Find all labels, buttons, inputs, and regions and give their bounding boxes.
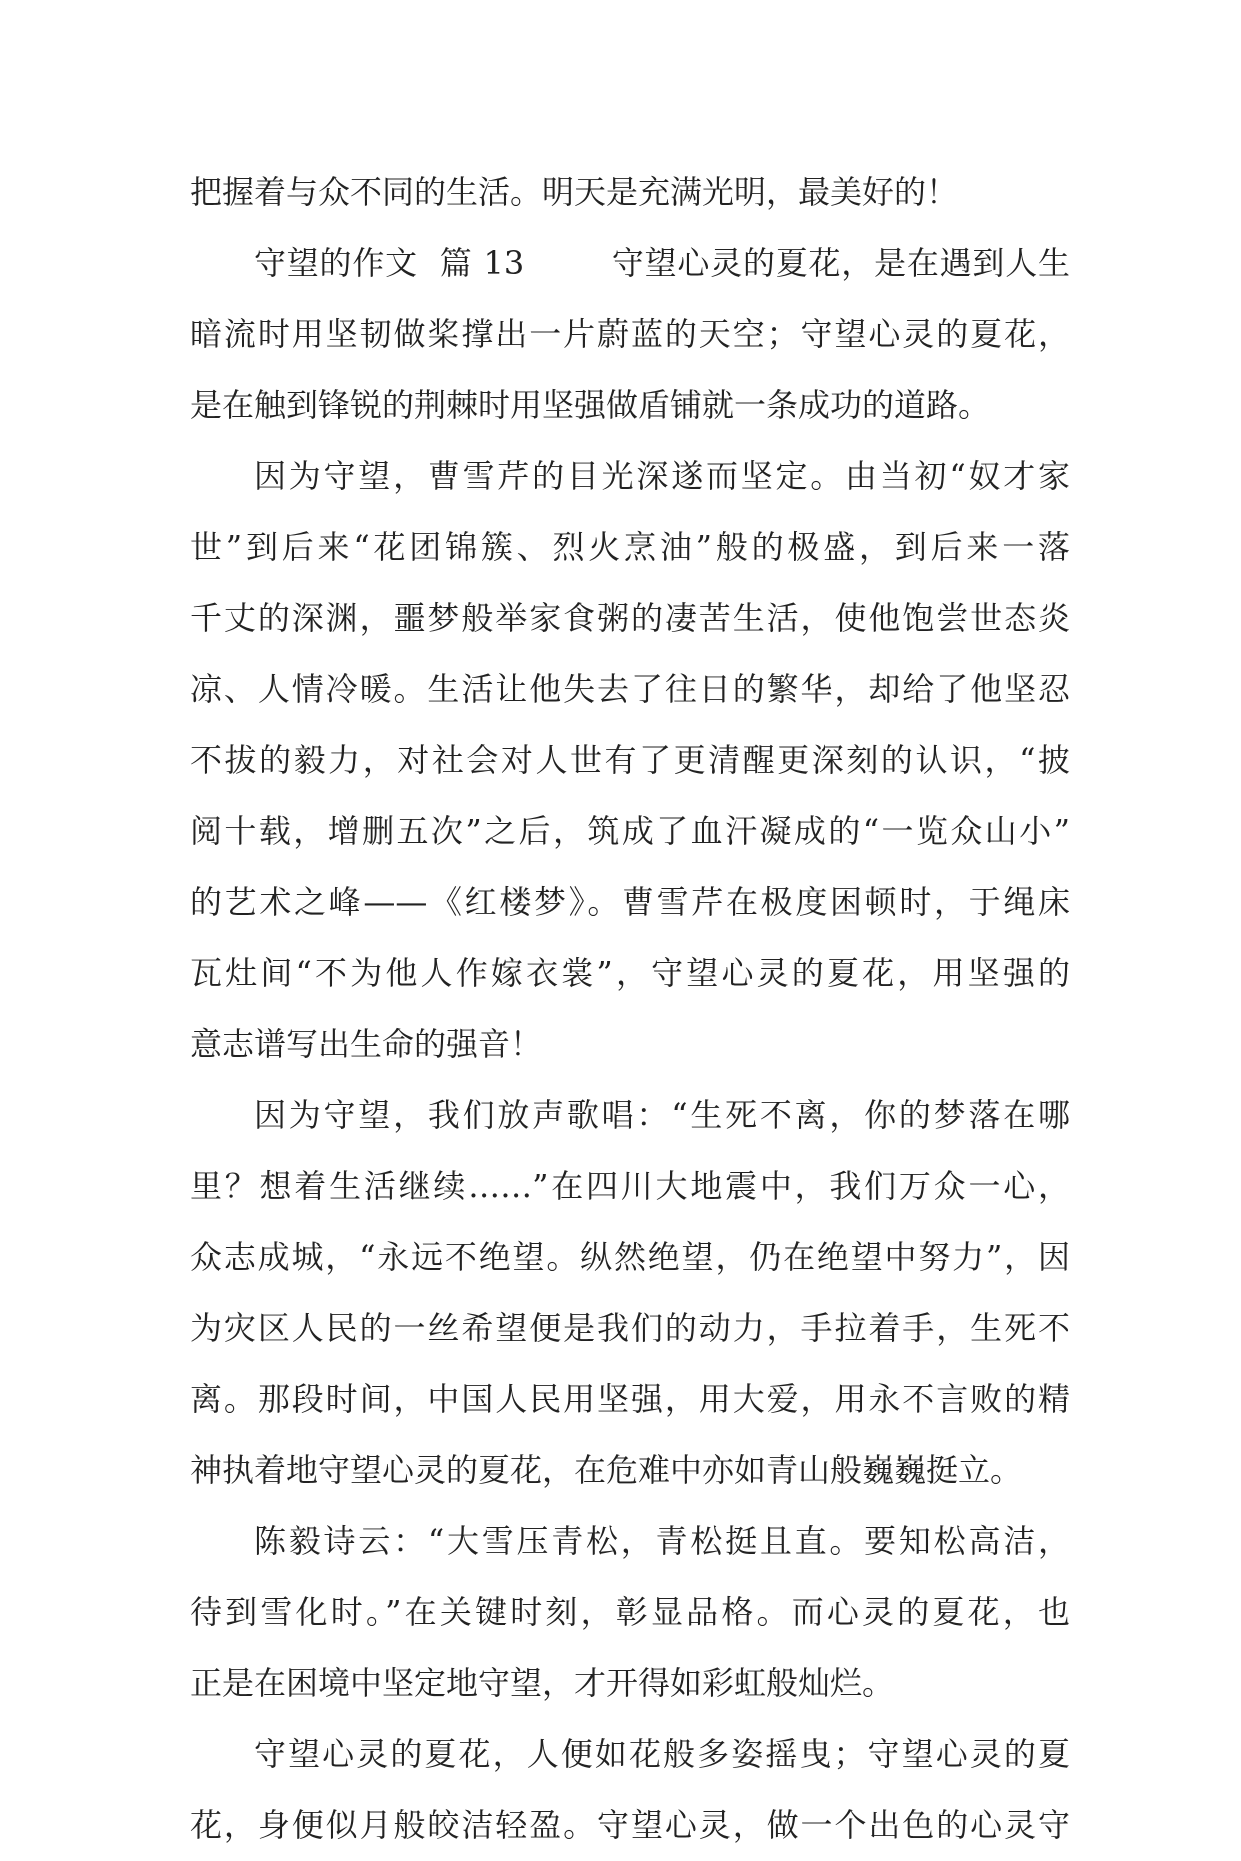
text-line: 陈毅诗云：“大雪压青松，青松挺且直。要知松高洁，	[254, 1522, 1070, 1560]
text-line: 意志谱写出生命的强音！	[190, 1025, 543, 1063]
text-line: 千丈的深渊，噩梦般举家食粥的凄苦生活，使他饱尝世态炎	[190, 599, 1070, 637]
text-line: 暗流时用坚韧做桨撑出一片蔚蓝的天空；守望心灵的夏花，	[190, 315, 1070, 353]
text-line: 离。那段时间，中国人民用坚强，用大爱，用永不言败的精	[190, 1380, 1070, 1418]
text-line: 阅十载，增删五次”之后，筑成了血汗凝成的“一览众山小”	[190, 812, 1070, 850]
text-line: 待到雪化时。”在关键时刻，彰显品格。而心灵的夏花，也	[190, 1593, 1070, 1631]
text-line: 正是在困境中坚定地守望，才开得如彩虹般灿烂。	[190, 1664, 895, 1702]
text-line: 守望心灵的夏花，人便如花般多姿摇曳；守望心灵的夏	[254, 1735, 1070, 1773]
text-line: 因为守望，曹雪芹的目光深遂而坚定。由当初“奴才家	[254, 457, 1070, 495]
text-line: 瓦灶间“不为他人作嫁衣裳”，守望心灵的夏花，用坚强的	[190, 954, 1070, 992]
text-line: 众志成城，“永远不绝望。纵然绝望，仍在绝望中努力”，因	[190, 1238, 1070, 1276]
text-line: 是在触到锋锐的荆棘时用坚强做盾铺就一条成功的道路。	[190, 386, 991, 424]
text-line: 不拔的毅力，对社会对人世有了更清醒更深刻的认识，“披	[190, 741, 1070, 779]
body-text	[190, 157, 1070, 1861]
text-line: 神执着地守望心灵的夏花，在危难中亦如青山般巍巍挺立。	[190, 1451, 1023, 1489]
text-line: 守望的作文 篇 13 守望心灵的夏花，是在遇到人生	[254, 244, 1070, 282]
text-line: 凉、人情冷暖。生活让他失去了往日的繁华，却给了他坚忍	[190, 670, 1070, 708]
text-line: 因为守望，我们放声歌唱：“生死不离，你的梦落在哪	[254, 1096, 1070, 1134]
text-line: 里？想着生活继续……”在四川大地震中，我们万众一心，	[190, 1167, 1070, 1205]
text-line: 把握着与众不同的生活。明天是充满光明，最美好的！	[190, 173, 959, 211]
text-line: 的艺术之峰——《红楼梦》。曹雪芹在极度困顿时，于绳床	[190, 883, 1070, 921]
text-line: 花，身便似月般皎洁轻盈。守望心灵，做一个出色的心灵守	[190, 1806, 1070, 1844]
text-line: 为灾区人民的一丝希望便是我们的动力，手拉着手，生死不	[190, 1309, 1070, 1347]
text-line: 世”到后来“花团锦簇、烈火烹油”般的极盛，到后来一落	[190, 528, 1070, 566]
